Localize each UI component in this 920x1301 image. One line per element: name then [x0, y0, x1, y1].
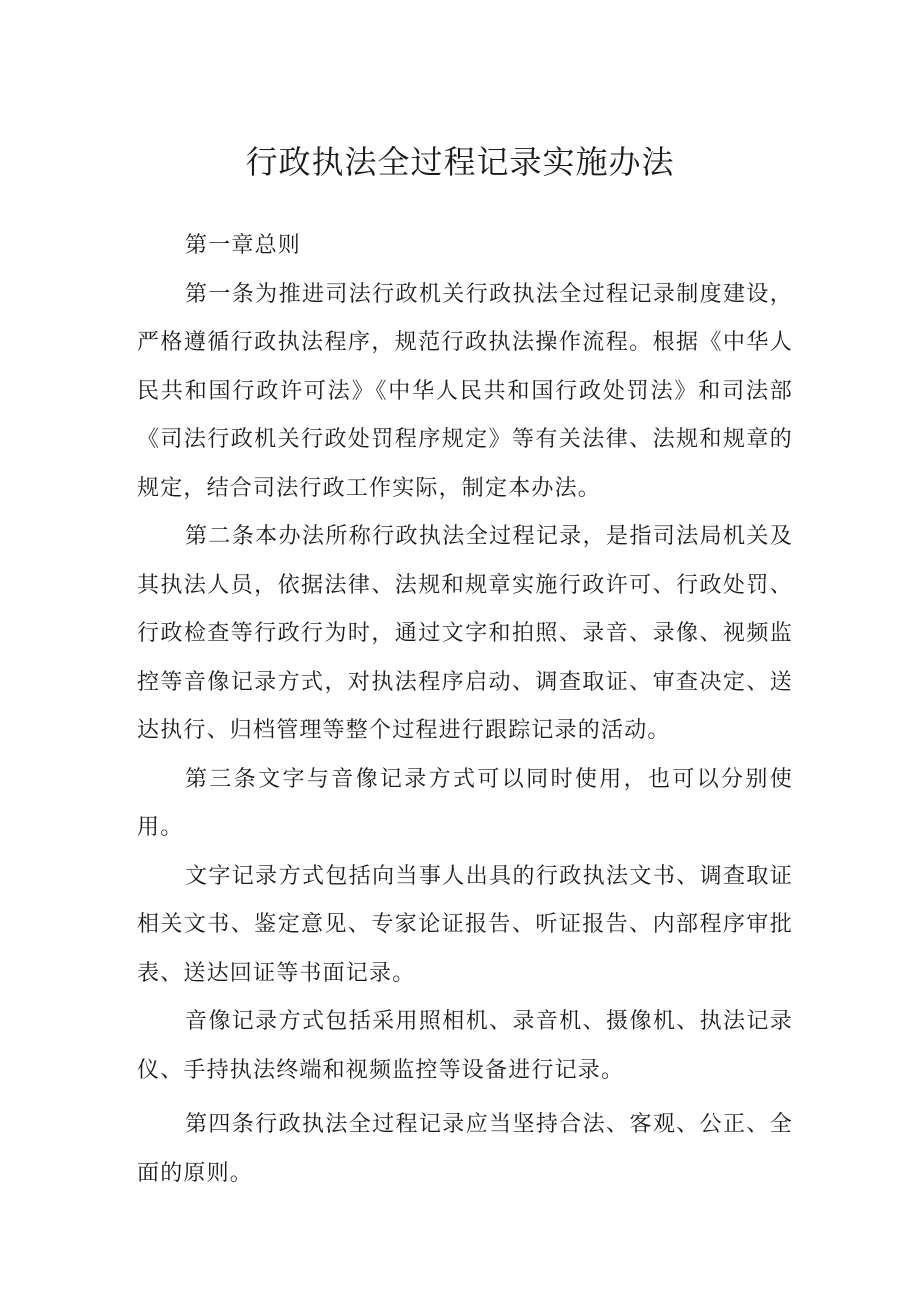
- chapter-heading: 第一章总则: [185, 233, 302, 258]
- article-3-av-records: 音像记录方式包括采用照相机、录音机、摄像机、执法记录仪、手持执法终端和视频监控等设备进行记录。: [137, 1009, 793, 1083]
- article-3: 第三条文字与音像记录方式可以同时使用，也可以分别使用。: [137, 766, 793, 840]
- article-2: 第二条本办法所称行政执法全过程记录，是指司法局机关及其执法人员，依据法律、法规和规章实施行政许可、行政处罚、行政检查等行政行为时，通过文字和拍照、录音、录像、视频监控等音像记录方式，对执法程序启动、调查取证、审查决定、送达执行、归档管理等整个过程进行跟踪记录的活动。: [137, 524, 793, 743]
- document-body: [137, 222, 793, 1198]
- article-3-text-records: 文字记录方式包括向当事人出具的行政执法文书、调查取证相关文书、鉴定意见、专家论证报告、听证报告、内部程序审批表、送达回证等书面记录。: [137, 863, 793, 986]
- article-4: 第四条行政执法全过程记录应当坚持合法、客观、公正、全面的原则。: [137, 1112, 793, 1186]
- document-title: 行政执法全过程记录实施办法: [245, 143, 675, 181]
- article-1: 第一条为推进司法行政机关行政执法全过程记录制度建设，严格遵循行政执法程序，规范行政执法操作流程。根据《中华人民共和国行政许可法》《中华人民共和国行政处罚法》和司法部《司法行政机关行政处罚程序规定》等有关法律、法规和规章的规定，结合司法行政工作实际，制定本办法。: [137, 281, 793, 501]
